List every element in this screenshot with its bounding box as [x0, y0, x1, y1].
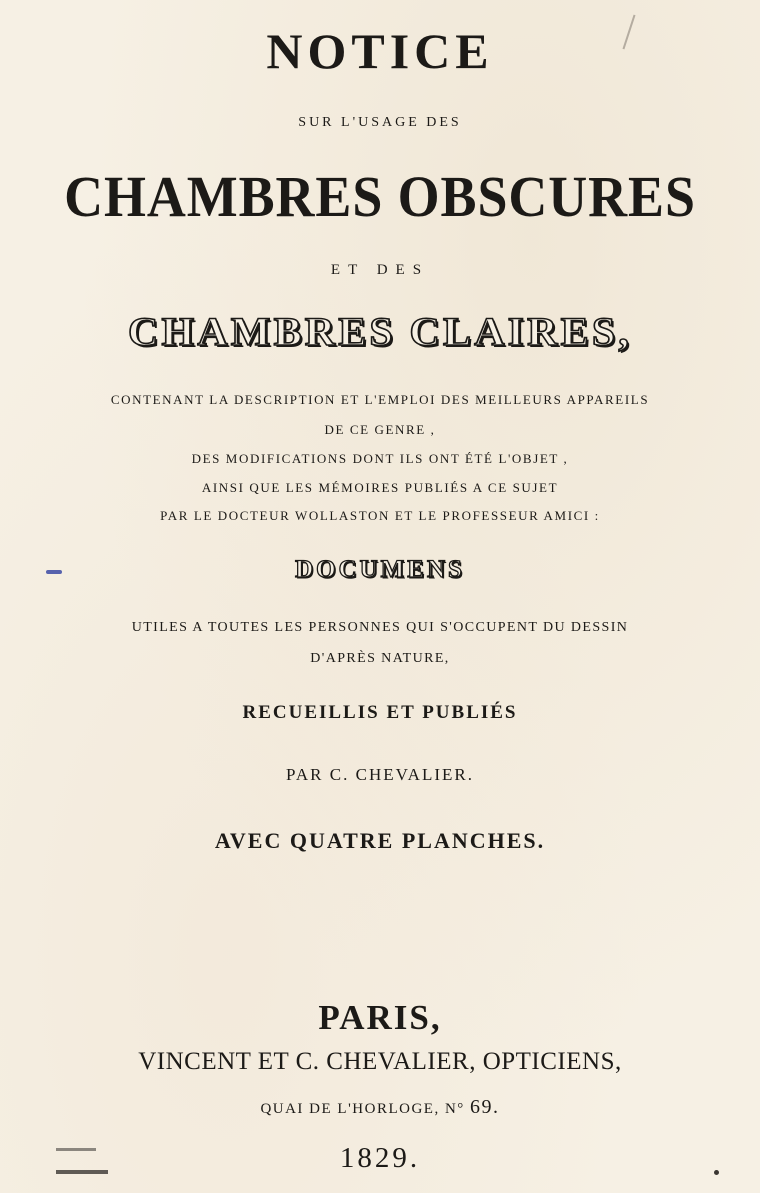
subtitle-sur-usage: SUR L'USAGE DES — [298, 115, 462, 130]
description-line-3: DES MODIFICATIONS DONT ILS ONT ÉTÉ L'OBJET , — [191, 451, 569, 466]
imprint-address-number: 69. — [470, 1096, 500, 1118]
recueillis-line: RECUEILLIS ET PUBLIÉS — [242, 702, 518, 723]
utiles-line-1: UTILES A TOUTES LES PERSONNES QUI S'OCCUPENT DU DESSIN — [131, 620, 629, 635]
imprint-year: 1829. — [339, 1142, 421, 1174]
title-chambres-claires: CHAMBRES CLAIRES, — [128, 309, 632, 354]
author-line: PAR C. CHEVALIER. — [286, 765, 474, 784]
library-stamp-mark — [56, 1148, 96, 1151]
plates-line: AVEC QUATRE PLANCHES. — [214, 828, 546, 853]
description-line-1: CONTENANT LA DESCRIPTION ET L'EMPLOI DES MEILLEURS APPAREILS — [110, 392, 650, 407]
description-line-5: PAR LE DOCTEUR WOLLASTON ET LE PROFESSEUR AMICI : — [160, 508, 600, 523]
heading-documens: DOCUMENS — [295, 556, 465, 583]
utiles-line-2: D'APRÈS NATURE, — [310, 651, 450, 666]
imprint-address — [0, 1096, 760, 1119]
title-notice: NOTICE — [266, 23, 494, 79]
imprint-address-text: QUAI DE L'HORLOGE, N° — [260, 1101, 465, 1117]
ink-dot — [714, 1170, 719, 1175]
description-line-4: AINSI QUE LES MÉMOIRES PUBLIÉS A CE SUJET — [201, 480, 559, 495]
library-stamp-mark-2 — [56, 1170, 108, 1174]
description-line-2: DE CE GENRE , — [324, 422, 436, 437]
title-chambres-obscures: CHAMBRES OBSCURES — [64, 164, 696, 229]
imprint-publisher: VINCENT ET C. CHEVALIER, OPTICIENS, — [138, 1048, 622, 1075]
subtitle-et-des: ET DES — [330, 262, 430, 278]
imprint-city: PARIS, — [318, 998, 442, 1037]
